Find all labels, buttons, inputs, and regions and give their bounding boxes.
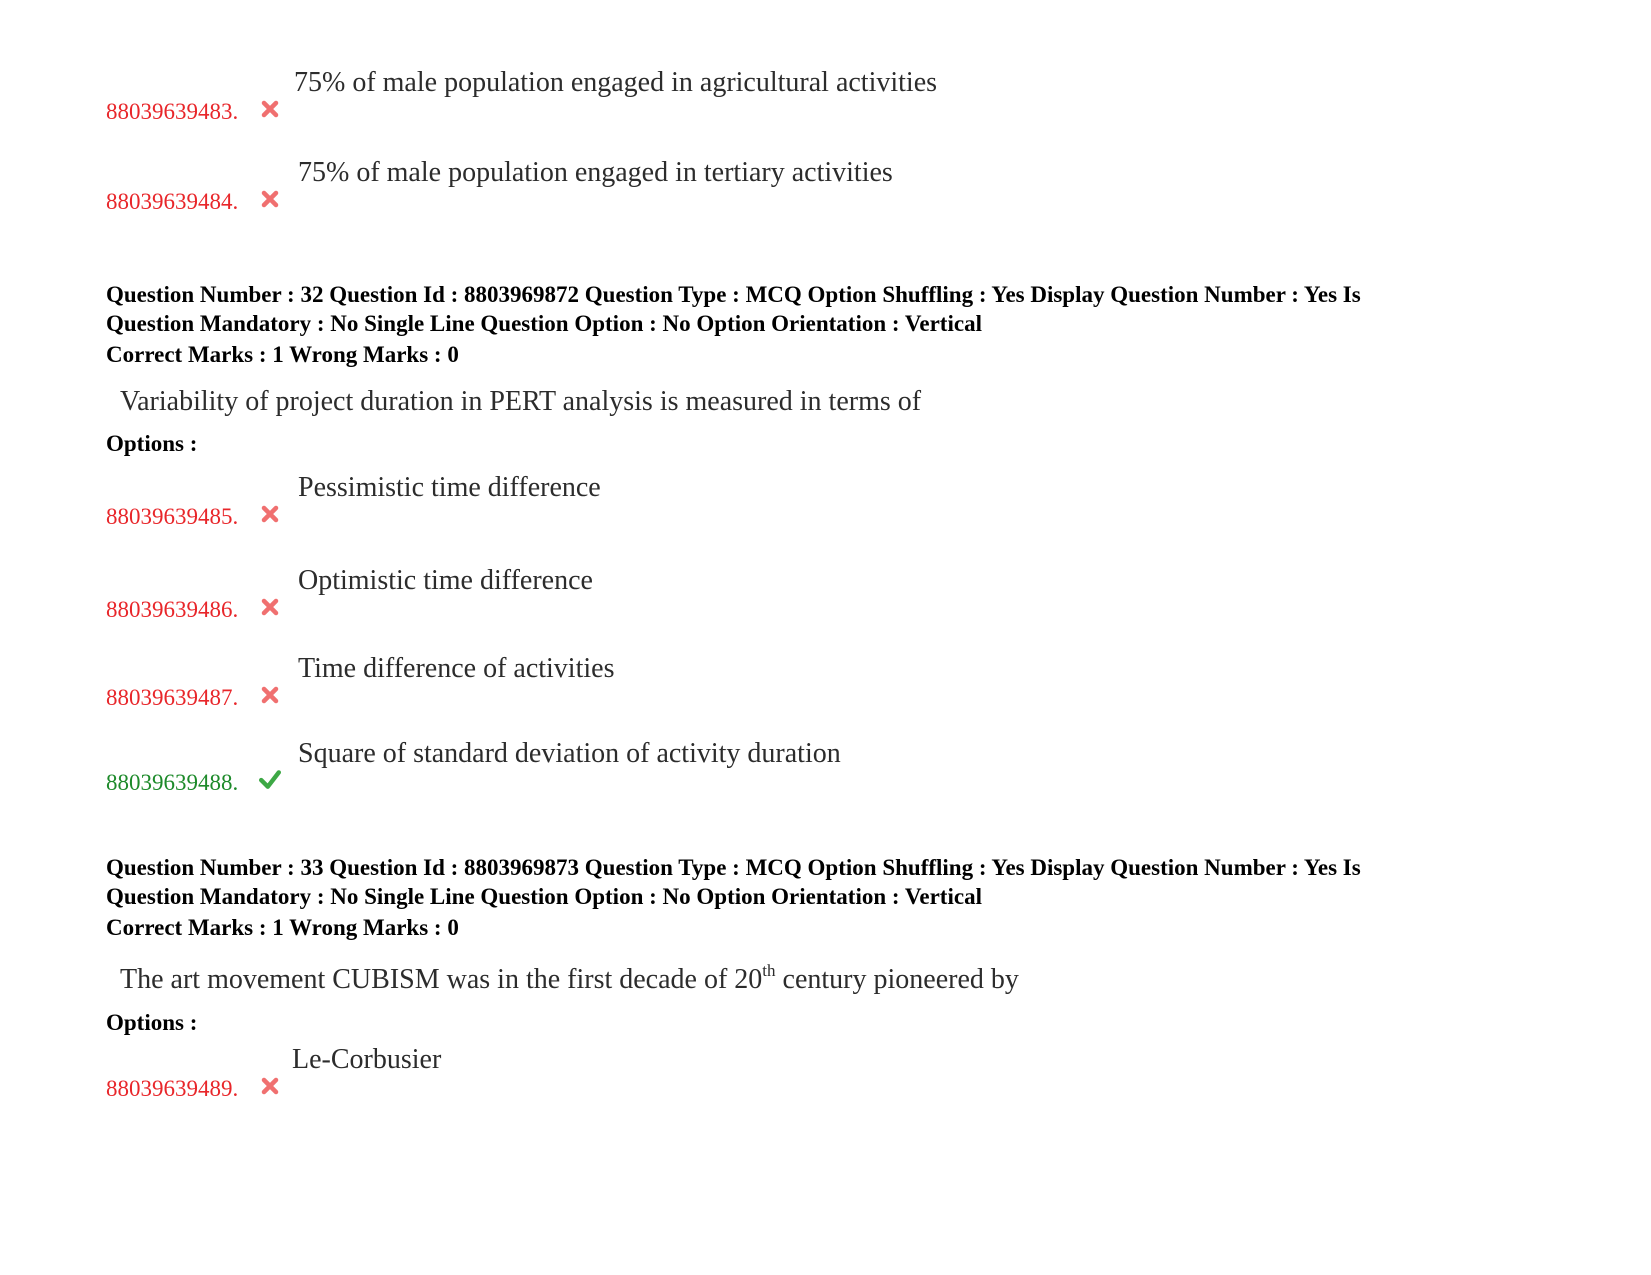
option-id: 88039639483. xyxy=(106,99,239,124)
option-text: Square of standard deviation of activity duration xyxy=(298,738,841,769)
option-id: 88039639487. xyxy=(106,685,239,710)
question-meta-line: Question Number : 32 Question Id : 8803969872 Question Type : MCQ Option Shuffling : Yes Display Question Number : Yes Is xyxy=(106,282,1361,307)
question-meta-line: Question Number : 33 Question Id : 8803969873 Question Type : MCQ Option Shuffling : Yes Display Question Number : Yes Is xyxy=(106,855,1361,880)
option-id: 88039639488. xyxy=(106,770,239,795)
option-text: 75% of male population engaged in tertiary activities xyxy=(298,157,893,188)
options-label: Options : xyxy=(106,1010,198,1035)
question-text-main: The art movement CUBISM was in the first decade of 20 xyxy=(120,964,763,995)
cross-icon xyxy=(260,1076,280,1096)
option-text: 75% of male population engaged in agricultural activities xyxy=(294,67,938,98)
options-label: Options : xyxy=(106,431,198,456)
option-text: Le-Corbusier xyxy=(292,1044,442,1075)
option-id: 88039639485. xyxy=(106,504,239,529)
option-row xyxy=(106,474,1406,534)
cross-icon xyxy=(260,189,280,209)
option-id: 88039639486. xyxy=(106,597,239,622)
question-text-superscript: th xyxy=(762,961,776,980)
option-row xyxy=(106,159,1406,219)
option-text: Optimistic time difference xyxy=(298,565,593,596)
question-text: Variability of project duration in PERT analysis is measured in terms of xyxy=(120,386,922,417)
check-icon xyxy=(258,768,282,790)
question-meta xyxy=(106,280,1546,338)
cross-icon xyxy=(260,504,280,524)
cross-icon xyxy=(260,99,280,119)
option-row xyxy=(106,740,1406,800)
option-text: Pessimistic time difference xyxy=(298,472,601,503)
cross-icon xyxy=(260,685,280,705)
option-row xyxy=(106,1046,1406,1106)
question-meta xyxy=(106,853,1546,911)
option-row xyxy=(106,655,1406,715)
option-row xyxy=(106,567,1406,627)
option-text: Time difference of activities xyxy=(298,653,615,684)
question-text xyxy=(120,961,1019,996)
question-marks: Correct Marks : 1 Wrong Marks : 0 xyxy=(106,342,459,367)
question-meta-line: Question Mandatory : No Single Line Question Option : No Option Orientation : Vertical xyxy=(106,311,982,336)
cross-icon xyxy=(260,597,280,617)
option-id: 88039639484. xyxy=(106,189,239,214)
option-row xyxy=(106,69,1406,129)
question-marks: Correct Marks : 1 Wrong Marks : 0 xyxy=(106,915,459,940)
option-id: 88039639489. xyxy=(106,1076,239,1101)
question-text-end: century pioneered by xyxy=(775,964,1019,995)
question-meta-line: Question Mandatory : No Single Line Question Option : No Option Orientation : Vertical xyxy=(106,884,982,909)
